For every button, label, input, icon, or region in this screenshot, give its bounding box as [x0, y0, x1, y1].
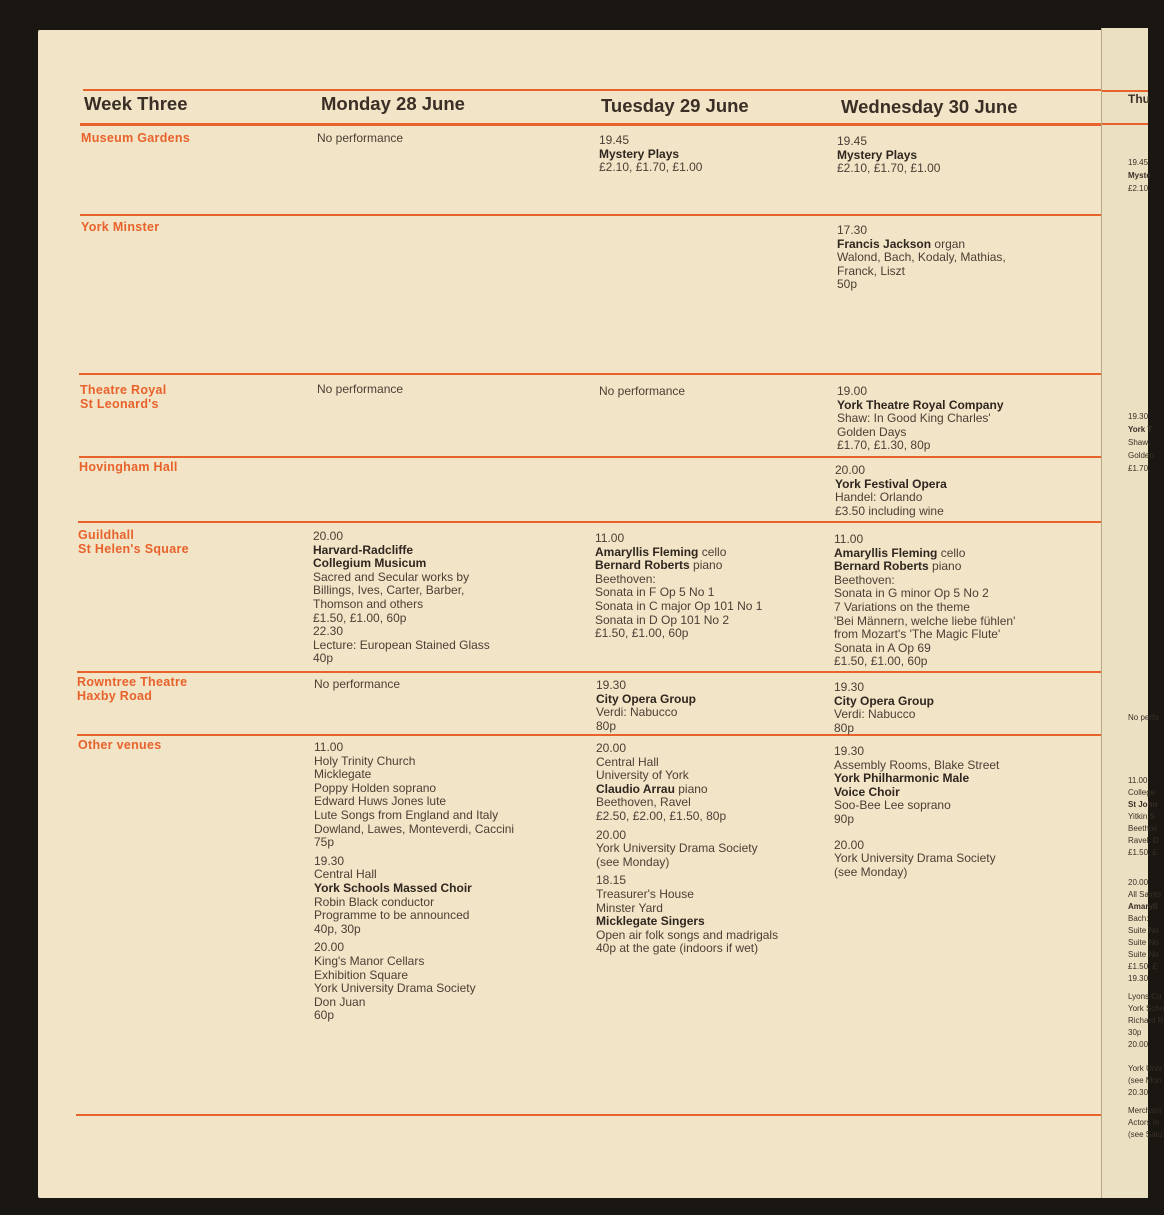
entry-line: Micklegate Singers [596, 914, 705, 929]
entry-line: King's Manor Cellars [314, 953, 425, 968]
entry-line: Mystery Plays [837, 147, 918, 162]
entry-line: £2.10, £1.70, £1.00 [837, 161, 941, 176]
performer-name: Edward Huws Jones [314, 794, 424, 809]
adjacent-fragment: 11.00 [1128, 776, 1148, 785]
entry-line: (see Monday) [834, 864, 908, 879]
entry-line: 17.30 [837, 223, 868, 237]
venue-rowntree-theatre: Rowntree Theatre Haxby Road [77, 675, 188, 703]
entry-line: Soo-Bee Lee soprano [834, 798, 951, 813]
entry-line: 19.00 [837, 384, 868, 398]
performer-role: cello [937, 545, 966, 560]
performer-name: Robin Black [314, 894, 379, 909]
cell-other-tuesday [596, 742, 778, 956]
adjacent-fragment: £1.50, £ [1128, 962, 1157, 971]
adjacent-fragment: Merchant [1128, 1106, 1162, 1115]
adjacent-fragment: Bach: [1128, 914, 1149, 923]
day-heading-tuesday: Tuesday 29 June [601, 95, 749, 116]
entry-line: City Opera Group [596, 691, 697, 706]
rule-row [78, 521, 1101, 523]
entry-line: Central Hall [314, 867, 377, 882]
entry-line: Open air folk songs and madrigals [596, 927, 779, 942]
entry-line [314, 896, 514, 910]
performer-role: conductor [378, 894, 435, 909]
entry-line [595, 559, 762, 573]
entry-line: Mystery Plays [599, 146, 680, 161]
entry-line: Franck, Liszt [837, 263, 906, 278]
entry-line [314, 782, 514, 796]
entry-line: Beethoven, Ravel [596, 795, 691, 810]
entry-line: 19.30 [834, 680, 865, 694]
entry-line: £1.50, £1.00, 60p [595, 626, 689, 641]
entry-line: York University Drama Society [834, 851, 996, 866]
entry-line: York Festival Opera [835, 476, 947, 491]
day-heading-wednesday: Wednesday 30 June [841, 96, 1018, 117]
rule-row [79, 373, 1101, 375]
entry-line: No performance [317, 382, 404, 396]
adjacent-page-edge [1101, 28, 1164, 1198]
performer-role: piano [689, 558, 723, 573]
entry-line: 80p [834, 720, 855, 735]
entry-line: Billings, Ives, Carter, Barber, [313, 583, 465, 598]
entry-line: Beethoven: [834, 572, 895, 587]
adjacent-fragment: York Scho [1128, 1004, 1164, 1013]
adjacent-fragment: £2.10, [1128, 184, 1151, 193]
entry-line [314, 795, 514, 809]
entry-line: 'Bei Männern, welche liebe fühlen' [834, 613, 1016, 628]
entry-line: 19.30 [834, 744, 865, 758]
entry-line: 20.00 [314, 940, 345, 955]
entry-line: (see Monday) [596, 854, 670, 869]
adjacent-fragment: Amaryll [1128, 902, 1158, 911]
cell-guildhall-wednesday [834, 533, 1015, 669]
cell-rowntree-wednesday [834, 681, 934, 735]
adjacent-fragment: College [1128, 788, 1156, 797]
entry-line [837, 238, 1006, 252]
entry-line: No performance [599, 384, 686, 398]
rule-header [80, 123, 1101, 126]
adjacent-fragment: Suite No [1128, 926, 1159, 935]
entry-line: No performance [314, 677, 401, 691]
entry-line: 7 Variations on the theme [834, 599, 970, 614]
entry-line: 40p at the gate (indoors if wet) [596, 941, 759, 956]
rule-row [79, 456, 1101, 458]
rule-row [80, 214, 1101, 216]
cell-guildhall-tuesday [595, 532, 762, 641]
entry-line [834, 547, 1015, 561]
entry-line: Micklegate [314, 767, 372, 782]
adjacent-fragment: Golden [1128, 451, 1154, 460]
entry-line: Sonata in A Op 69 [834, 640, 931, 655]
performer-role: lute [423, 794, 447, 809]
rule-bottom [76, 1114, 1101, 1116]
entry-line: Sonata in G minor Op 5 No 2 [834, 586, 989, 601]
adjacent-fragment: Richard R [1128, 1016, 1164, 1025]
entry-line: Holy Trinity Church [314, 753, 416, 768]
cell-theatre-tuesday [599, 385, 685, 399]
entry-line: Assembly Rooms, Blake Street [834, 757, 1000, 772]
entry-line: Exhibition Square [314, 967, 409, 982]
performer-name: Poppy Holden [314, 780, 390, 795]
entry-line: York University Drama Society [314, 981, 476, 996]
venue-york-minster: York Minster [81, 220, 160, 234]
cell-theatre-wednesday [837, 385, 1004, 453]
entry-line: Sacred and Secular works by [313, 569, 470, 584]
cell-museum-tuesday [599, 134, 702, 175]
adjacent-fragment: Yitkin S [1128, 812, 1155, 821]
entry-line: No performance [317, 131, 404, 145]
adjacent-fragment: York T [1128, 425, 1153, 434]
entry-line: 19.45 [837, 134, 868, 148]
venue-other-venues: Other venues [78, 738, 162, 752]
entry-line: £1.70, £1.30, 80p [837, 438, 931, 453]
entry-line: Collegium Musicum [313, 556, 427, 571]
performer-name: Amaryllis Fleming [595, 544, 699, 559]
adjacent-day-header: Thu [1128, 92, 1150, 106]
adjacent-fragment: 20.00 [1128, 878, 1149, 887]
performer-role: organ [931, 236, 966, 251]
adjacent-fragment: All Saints [1128, 890, 1162, 899]
entry-line: 22.30 [313, 624, 344, 639]
performer-name: Claudio Arrau [596, 781, 675, 796]
entry-line: 19.30 [314, 853, 345, 868]
entry-line: Sonata in C major Op 101 No 1 [595, 598, 763, 613]
cell-guildhall-monday [313, 530, 490, 666]
cell-hovingham-wednesday [835, 464, 947, 518]
entry-line [595, 546, 762, 560]
entry-line: York Schools Massed Choir [314, 880, 472, 895]
performer-role: soprano [389, 780, 437, 795]
entry-gap [834, 827, 999, 839]
cell-rowntree-monday [314, 678, 400, 692]
venue-hovingham-hall: Hovingham Hall [79, 460, 178, 474]
venue-museum-gardens: Museum Gardens [81, 131, 191, 145]
performer-name: Bernard Roberts [834, 559, 929, 574]
cell-minster-wednesday [837, 224, 1006, 292]
entry-line: 20.00 [835, 463, 866, 477]
adjacent-fragment: £1.70, [1128, 464, 1151, 473]
entry-line: £2.50, £2.00, £1.50, 80p [596, 808, 727, 823]
entry-line: York Theatre Royal Company [837, 397, 1004, 412]
entry-line: Beethoven: [595, 571, 656, 586]
entry-line: from Mozart's 'The Magic Flute' [834, 627, 1001, 642]
entry-line: 60p [314, 1008, 335, 1023]
entry-line: York Philharmonic Male [834, 771, 970, 786]
entry-line: Sonata in D Op 101 No 2 [595, 612, 730, 627]
entry-line: 40p [313, 651, 334, 666]
entry-line: 75p [314, 835, 335, 850]
adjacent-fragment: 30p [1128, 1028, 1142, 1037]
week-heading: Week Three [84, 93, 188, 114]
entry-line: 90p [834, 811, 855, 826]
entry-line: 80p [596, 718, 617, 733]
entry-line [596, 783, 778, 797]
entry-line: Thomson and others [313, 596, 424, 611]
entry-line: Verdi: Nabucco [596, 705, 678, 720]
entry-line: £1.50, £1.00, 60p [834, 654, 928, 669]
adjacent-fragment: 19.30 [1128, 412, 1149, 421]
entry-line: Treasurer's House [596, 886, 694, 901]
entry-line: £2.10, £1.70, £1.00 [599, 160, 703, 175]
performer-role: piano [674, 781, 708, 796]
adjacent-fragment: (see Mon [1128, 1076, 1162, 1085]
performer-name: Bernard Roberts [595, 558, 690, 573]
entry-line: Minster Yard [596, 900, 663, 915]
cell-museum-monday [317, 132, 403, 146]
cell-other-monday [314, 741, 514, 1023]
entry-line [834, 560, 1015, 574]
entry-line: 20.00 [834, 837, 865, 852]
entry-line: £1.50, £1.00, 60p [313, 610, 407, 625]
venue-theatre-royal: Theatre Royal St Leonard's [80, 383, 167, 411]
adjacent-fragment: Suite No [1128, 938, 1159, 947]
adjacent-fragment: (see Satu [1128, 1130, 1163, 1139]
adjacent-fragment: 19.45 [1128, 158, 1149, 167]
adjacent-fragment: £1.50, £ [1128, 848, 1157, 857]
entry-line: 19.45 [599, 133, 630, 147]
entry-line: 19.30 [596, 678, 627, 692]
adjacent-fragment: York Univ [1128, 1064, 1162, 1073]
entry-line: £3.50 including wine [835, 503, 944, 518]
entry-line: Harvard-Radcliffe [313, 542, 414, 557]
adjacent-fragment: No perfo [1128, 713, 1159, 722]
entry-line: Verdi: Nabucco [834, 707, 916, 722]
adjacent-fragment: Suite No [1128, 950, 1159, 959]
cell-theatre-monday [317, 383, 403, 397]
performer-role: piano [928, 559, 962, 574]
adjacent-fragment: 19.30 [1128, 974, 1149, 983]
adjacent-fragment: St John [1128, 800, 1158, 809]
entry-line: Walond, Bach, Kodaly, Mathias, [837, 250, 1006, 265]
entry-line: Handel: Orlando [835, 490, 923, 505]
cell-other-wednesday [834, 745, 999, 879]
adjacent-fragment: Lyons Co [1128, 992, 1162, 1001]
rule-row [77, 671, 1101, 673]
entry-line: 11.00 [595, 531, 625, 545]
entry-line: Central Hall [596, 754, 659, 769]
adjacent-fragment: Myste [1128, 171, 1151, 180]
adjacent-fragment: 20.30 [1128, 1088, 1149, 1097]
entry-line: University of York [596, 768, 689, 783]
adjacent-fragment: Actors in [1128, 1118, 1160, 1127]
adjacent-rule [1102, 123, 1148, 125]
rule-row [77, 734, 1101, 736]
adjacent-fragment: 20.00 [1128, 1040, 1149, 1049]
day-heading-monday: Monday 28 June [321, 93, 465, 114]
cell-rowntree-tuesday [596, 679, 696, 733]
performer-name: Amaryllis Fleming [834, 545, 938, 560]
adjacent-fragment: Shaw: [1128, 438, 1151, 447]
performer-role: cello [698, 544, 727, 559]
cell-museum-wednesday [837, 135, 940, 176]
entry-line: Lute Songs from England and Italy [314, 807, 499, 822]
entry-line: 20.00 [596, 741, 627, 755]
entry-line: 18.15 [596, 873, 627, 888]
entry-line: Dowland, Lawes, Monteverdi, Caccini [314, 821, 515, 836]
entry-line: Voice Choir [834, 784, 900, 799]
performer-name: Francis Jackson [837, 236, 932, 251]
entry-line: Golden Days [837, 424, 907, 439]
entry-line: 20.00 [313, 529, 344, 543]
entry-line: Sonata in F Op 5 No 1 [595, 585, 715, 600]
entry-line: 40p, 30p [314, 921, 361, 936]
entry-line: Lecture: European Stained Glass [313, 637, 490, 652]
entry-line: 11.00 [834, 532, 864, 546]
entry-line: City Opera Group [834, 693, 935, 708]
entry-line: 11.00 [314, 740, 344, 754]
entry-line: York University Drama Society [596, 841, 758, 856]
venue-guildhall: Guildhall St Helen's Square [78, 528, 189, 556]
entry-line: 50p [837, 277, 858, 292]
rule-top [83, 89, 1101, 91]
entry-line: Don Juan [314, 994, 366, 1009]
adjacent-fragment: Beethov [1128, 824, 1158, 833]
entry-line: Shaw: In Good King Charles' [837, 411, 991, 426]
adjacent-fragment: Ravel, D [1128, 836, 1159, 845]
entry-line: Programme to be announced [314, 908, 470, 923]
entry-line: 20.00 [596, 827, 627, 842]
